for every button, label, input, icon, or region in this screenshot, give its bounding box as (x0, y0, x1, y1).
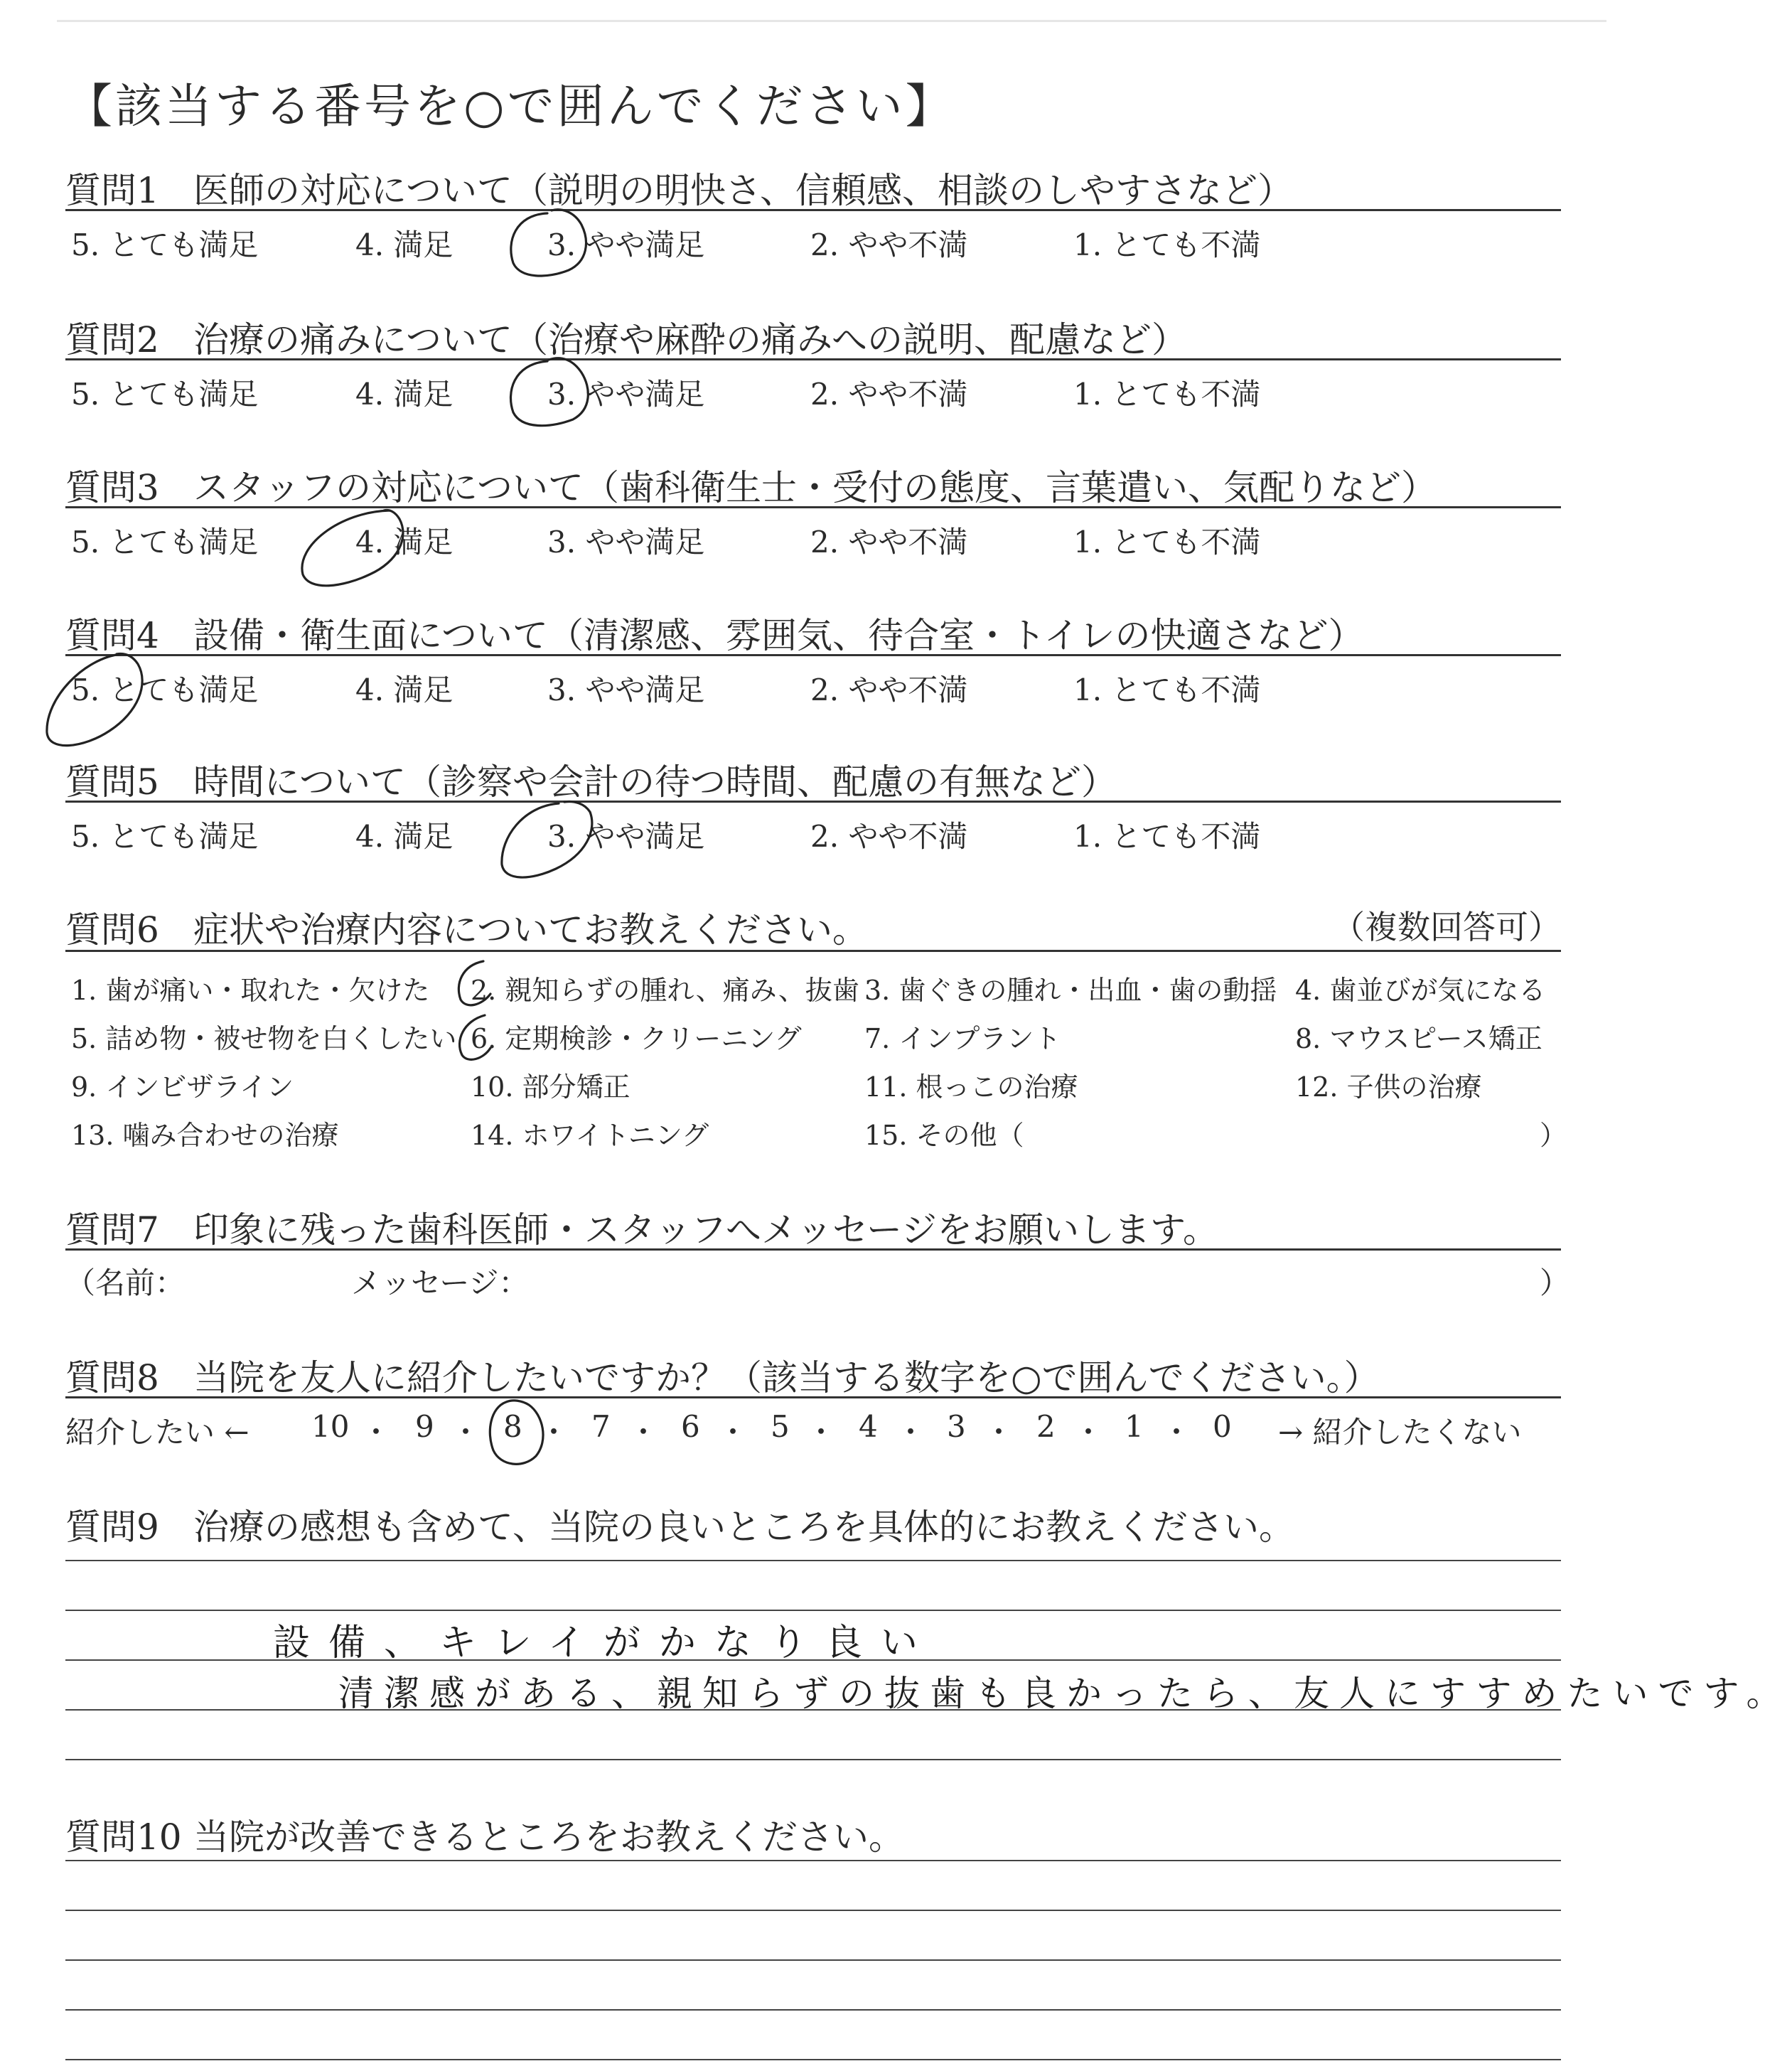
message-label: メッセージ： (351, 1265, 529, 1300)
question-number: 質問8 (65, 1357, 159, 1398)
symptom-option-14[interactable]: 14. ホワイトニング (471, 1120, 709, 1151)
question-number: 質問2 (65, 319, 159, 360)
question-text: 時間について（診察や会計の待つ時間、配慮の有無など） (193, 761, 1117, 803)
scale-dot: ・ (361, 1415, 392, 1450)
rating-options (65, 519, 1558, 562)
question-number: 質問5 (65, 761, 159, 803)
multiple-answer-note: （複数回答可） (1332, 908, 1561, 946)
option-2[interactable]: 2. やや不満 (810, 377, 968, 412)
scale-value-0[interactable]: 0 (1213, 1409, 1232, 1444)
option-4[interactable]: 4. 満足 (355, 673, 454, 707)
question-text: 当院を友人に紹介したいですか？（該当する数字を○で囲んでください。） (193, 1357, 1380, 1398)
option-1[interactable]: 1. とても不満 (1073, 525, 1261, 560)
name-label: （名前： (65, 1265, 186, 1300)
symptom-option-11[interactable]: 11. 根っこの治療 (864, 1071, 1078, 1103)
option-1[interactable]: 1. とても不満 (1073, 228, 1261, 262)
question-text: 症状や治療内容についてお教えください。 (193, 909, 868, 951)
scale-value-7[interactable]: 7 (591, 1409, 611, 1444)
scale-value-4[interactable]: 4 (859, 1409, 878, 1444)
question-9 (65, 1499, 1558, 1550)
scale-left-label: 紹介したい ← (65, 1415, 250, 1450)
option-3[interactable]: 3. やや満足 (547, 228, 705, 262)
symptom-option-13[interactable]: 13. 噛み合わせの治療 (71, 1120, 339, 1151)
option-3[interactable]: 3. やや満足 (547, 673, 705, 707)
scale-value-8[interactable]: 8 (503, 1409, 522, 1444)
scale-dot: ・ (451, 1415, 481, 1450)
option-3[interactable]: 3. やや満足 (547, 525, 705, 560)
question-text: 治療の感想も含めて、当院の良いところを具体的にお教えください。 (193, 1507, 1294, 1548)
scale-dot: ・ (718, 1415, 749, 1450)
symptom-option-15[interactable]: 15. その他（ (864, 1120, 1024, 1151)
option-5[interactable]: 5. とても満足 (71, 377, 259, 412)
question-number: 質問9 (65, 1507, 159, 1548)
option-1[interactable]: 1. とても不満 (1073, 673, 1261, 707)
question-number: 質問3 (65, 467, 159, 508)
scale-dot: ・ (984, 1415, 1014, 1450)
question-4 (65, 607, 1558, 658)
question-text: 治療の痛みについて（治療や麻酔の痛みへの説明、配慮など） (193, 319, 1187, 360)
symptom-option-8[interactable]: 8. マウスピース矯正 (1295, 1023, 1542, 1054)
symptom-option-2[interactable]: 2. 親知らずの腫れ、痛み、抜歯 (471, 975, 859, 1006)
scale-dot: ・ (1073, 1415, 1104, 1450)
handwritten-answer-line-1: 設備、キレイがかなり良い (273, 1622, 936, 1664)
option-2[interactable]: 2. やや不満 (810, 819, 968, 854)
scale-dot: ・ (1161, 1415, 1192, 1450)
divider (65, 801, 1561, 803)
answer-line (65, 1610, 1561, 1611)
option-1[interactable]: 1. とても不満 (1073, 819, 1261, 854)
question-number: 質問7 (65, 1209, 159, 1251)
symptom-option-6[interactable]: 6. 定期検診・クリーニング (471, 1023, 802, 1054)
divider (65, 950, 1561, 952)
option-2[interactable]: 2. やや不満 (810, 228, 968, 262)
handwritten-answer-line-2: 清潔感がある、親知らずの抜歯も良かったら、友人にすすめたいです。 (338, 1673, 1792, 1714)
divider (65, 506, 1561, 508)
scale-dot: ・ (539, 1415, 569, 1450)
answer-line (65, 1910, 1561, 1911)
option-4[interactable]: 4. 満足 (355, 377, 454, 412)
question-7 (65, 1202, 1558, 1253)
symptom-option-4[interactable]: 4. 歯並びが気になる (1295, 975, 1546, 1006)
divider (65, 358, 1561, 360)
option-4[interactable]: 4. 満足 (355, 819, 454, 854)
option-3[interactable]: 3. やや満足 (547, 819, 705, 854)
scale-value-1[interactable]: 1 (1125, 1409, 1144, 1444)
question-text: 医師の対応について（説明の明快さ、信頼感、相談のしやすさなど） (193, 170, 1293, 211)
divider (65, 1248, 1561, 1251)
question-number: 質問6 (65, 909, 159, 951)
question-number: 質問4 (65, 615, 159, 656)
question-1 (65, 162, 1558, 213)
symptom-option-5[interactable]: 5. 詰め物・被せ物を白くしたい (71, 1023, 457, 1054)
question-3 (65, 459, 1558, 510)
divider (65, 654, 1561, 656)
question-2 (65, 311, 1558, 363)
option-5[interactable]: 5. とても満足 (71, 228, 259, 262)
page-title: 【該当する番号を○で囲んでください】 (65, 79, 955, 134)
message-fields (65, 1260, 1570, 1302)
scale-dot: ・ (628, 1415, 659, 1450)
symptom-option-9[interactable]: 9. インビザライン (71, 1071, 294, 1103)
question-number: 質問1 (65, 170, 159, 211)
option-5[interactable]: 5. とても満足 (71, 673, 259, 707)
scale-value-9[interactable]: 9 (415, 1409, 434, 1444)
option-2[interactable]: 2. やや不満 (810, 673, 968, 707)
scale-value-5[interactable]: 5 (771, 1409, 790, 1444)
option-4[interactable]: 4. 満足 (355, 525, 454, 560)
other-close-paren: ） (1540, 1120, 1567, 1151)
scale-right-label: → 紹介したくない (1278, 1415, 1522, 1450)
answer-line (65, 1759, 1561, 1760)
option-4[interactable]: 4. 満足 (355, 228, 454, 262)
divider (65, 209, 1561, 211)
question-text: 設備・衛生面について（清潔感、雰囲気、待合室・トイレの快適さなど） (193, 615, 1364, 656)
symptom-option-10[interactable]: 10. 部分矯正 (471, 1071, 631, 1103)
question-text: 印象に残った歯科医師・スタッフへメッセージをお願いします。 (193, 1209, 1218, 1251)
answer-line (65, 1560, 1561, 1561)
option-5[interactable]: 5. とても満足 (71, 525, 259, 560)
answer-line (65, 2059, 1561, 2060)
divider (65, 1396, 1561, 1398)
option-2[interactable]: 2. やや不満 (810, 525, 968, 560)
scale-value-2[interactable]: 2 (1036, 1409, 1056, 1444)
symptom-option-12[interactable]: 12. 子供の治療 (1295, 1071, 1482, 1103)
question-text: 当院が改善できるところをお教えください。 (193, 1816, 904, 1858)
answer-line (65, 1959, 1561, 1961)
rating-options (65, 813, 1558, 856)
scale-dot: ・ (896, 1415, 926, 1450)
question-number: 質問10 (65, 1816, 182, 1858)
option-1[interactable]: 1. とても不満 (1073, 377, 1261, 412)
top-border (57, 20, 1606, 22)
symptom-option-7[interactable]: 7. インプラント (864, 1023, 1061, 1054)
answer-line (65, 1860, 1561, 1861)
rating-options (65, 667, 1558, 710)
close-paren: ） (1540, 1265, 1570, 1300)
rating-options (65, 371, 1558, 414)
scale-value-6[interactable]: 6 (681, 1409, 700, 1444)
rating-options (65, 222, 1558, 264)
symptom-option-1[interactable]: 1. 歯が痛い・取れた・欠けた (71, 975, 430, 1006)
question-8 (65, 1349, 1558, 1401)
option-5[interactable]: 5. とても満足 (71, 819, 259, 854)
scale-value-3[interactable]: 3 (947, 1409, 966, 1444)
recommend-scale (65, 1409, 1565, 1452)
scale-value-10[interactable]: 10 (311, 1409, 350, 1444)
answer-line (65, 2009, 1561, 2011)
scale-dot: ・ (806, 1415, 837, 1450)
question-5 (65, 754, 1558, 805)
question-10 (65, 1809, 1558, 1860)
symptom-option-3[interactable]: 3. 歯ぐきの腫れ・出血・歯の動揺 (864, 975, 1277, 1006)
option-3[interactable]: 3. やや満足 (547, 377, 705, 412)
question-text: スタッフの対応について（歯科衛生士・受付の態度、言葉遣い、気配りなど） (193, 467, 1437, 508)
